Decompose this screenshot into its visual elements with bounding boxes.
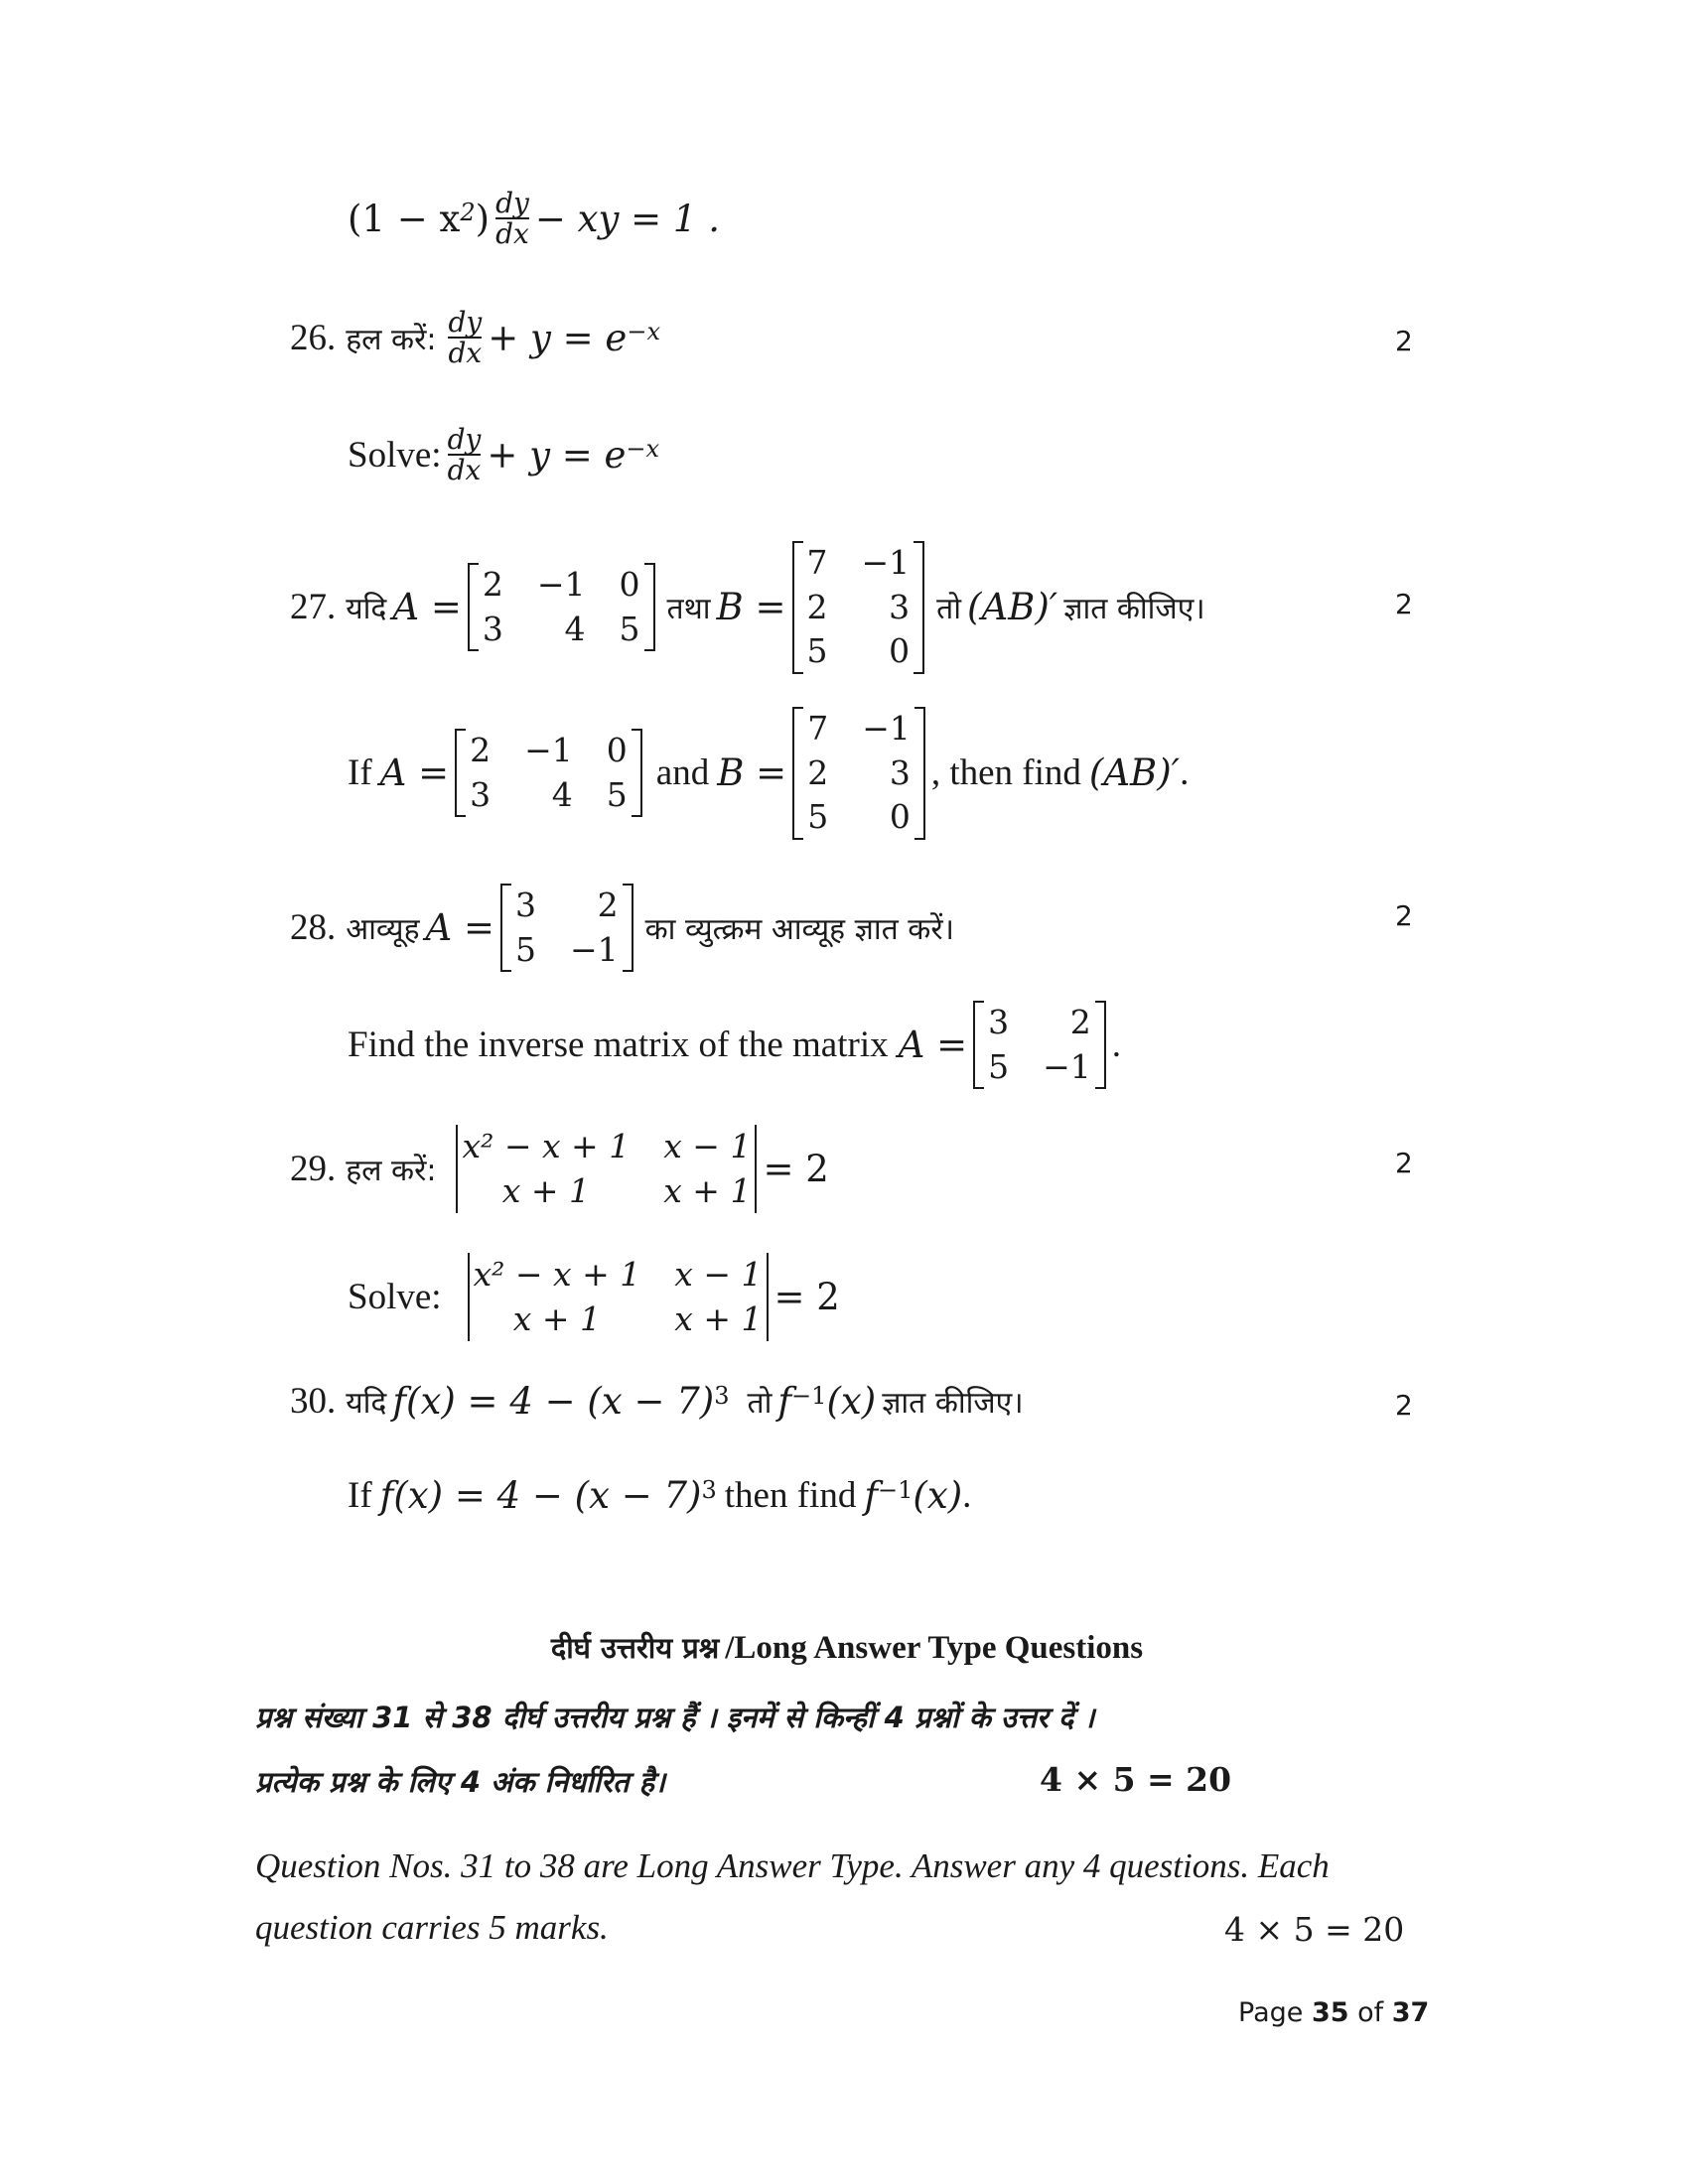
hindi-to: तो bbox=[747, 1386, 773, 1421]
frac-num: dy bbox=[448, 306, 483, 339]
hindi-if: यदि bbox=[346, 592, 387, 627]
question-27-english bbox=[348, 707, 1189, 840]
matrix-a-label: A = bbox=[379, 751, 450, 795]
inverse-f: f bbox=[777, 1380, 792, 1423]
matrix-b-grid bbox=[803, 541, 914, 674]
english-tail: , then find bbox=[930, 752, 1081, 794]
eq-suffix: − xy = 1 . bbox=[534, 197, 720, 240]
hindi-if: यदि bbox=[346, 1386, 387, 1421]
cell: 2 bbox=[482, 565, 503, 605]
derivative-fraction bbox=[448, 425, 482, 485]
bracket-left bbox=[500, 884, 511, 972]
cell: 3 bbox=[514, 886, 536, 924]
cell: x + 1 bbox=[674, 1298, 763, 1338]
function-expr: f(x) = 4 − (x − 7) bbox=[392, 1380, 715, 1423]
cell: 0 bbox=[606, 731, 628, 770]
matrix-b-label: B = bbox=[716, 586, 786, 629]
matrix-a-grid bbox=[479, 563, 644, 651]
hindi-tail: ज्ञात कीजिए। bbox=[1063, 592, 1205, 627]
cell: −1 bbox=[861, 543, 911, 582]
cell: 2 bbox=[470, 731, 492, 770]
hindi-lead: आव्यूह bbox=[346, 912, 420, 948]
heading-hindi: दीर्घ उत्तरीय प्रश्न bbox=[550, 1631, 720, 1665]
bracket-left bbox=[792, 707, 803, 840]
determinant-grid bbox=[470, 1253, 767, 1341]
english-then: then find bbox=[724, 1475, 857, 1516]
page-of: of bbox=[1357, 1997, 1384, 2028]
determinant-grid bbox=[458, 1125, 755, 1213]
cell: −1 bbox=[569, 929, 619, 969]
instruction-hindi-1: प्रश्न संख्या 31 से 38 दीर्घ उत्तरीय प्रश्न हैं । इनमें से किन्हीं 4 प्रश्नों के उत्तर दें । bbox=[255, 1701, 1095, 1734]
matrix-a bbox=[500, 884, 633, 972]
cell: 2 bbox=[807, 752, 829, 792]
cell: 3 bbox=[470, 774, 492, 814]
english-and: and bbox=[655, 752, 710, 794]
cell: 5 bbox=[606, 774, 628, 814]
cell: x² − x + 1 bbox=[462, 1127, 631, 1165]
inverse-f: f bbox=[864, 1474, 879, 1517]
page-prefix: Page bbox=[1238, 1997, 1304, 2028]
frac-den: dx bbox=[495, 217, 529, 251]
cell: −1 bbox=[1043, 1046, 1091, 1086]
marks-27: 2 bbox=[1395, 588, 1413, 620]
cell: 5 bbox=[514, 929, 536, 969]
cell: x − 1 bbox=[674, 1255, 763, 1294]
marks-26: 2 bbox=[1395, 325, 1413, 357]
matrix-a-grid bbox=[984, 1001, 1095, 1089]
cell: 3 bbox=[889, 752, 911, 792]
question-26-hindi: 26. हल करें: $\frac{dy}{dx}$ + y = e $^{-x}$ bbox=[290, 306, 660, 370]
cell: 0 bbox=[619, 565, 640, 605]
cell: 7 bbox=[807, 709, 829, 748]
inverse-arg: (x) bbox=[826, 1380, 877, 1423]
score-english: 4 × 5 = 20 bbox=[1224, 1910, 1405, 1949]
matrix-a-label: A = bbox=[898, 1024, 968, 1067]
question-number: 26. bbox=[290, 317, 337, 358]
score-hindi: 4 × 5 = 20 bbox=[1040, 1760, 1232, 1799]
question-30-english: If f(x) = 4 − (x − 7) $^3$ then find f $^{-1}$ (x) . bbox=[348, 1474, 972, 1517]
eq-close: ) bbox=[475, 197, 491, 240]
english-if: If bbox=[348, 752, 372, 794]
matrix-a-label: A = bbox=[392, 586, 462, 629]
hindi-lead: हल करें: bbox=[346, 322, 437, 357]
matrix-b-grid bbox=[803, 707, 914, 840]
rhs: = 2 bbox=[763, 1148, 829, 1191]
instruction-english-2: question carries 5 marks. bbox=[255, 1908, 609, 1947]
cell: x + 1 bbox=[512, 1298, 602, 1338]
question-29-hindi bbox=[290, 1125, 829, 1213]
cell: x − 1 bbox=[663, 1127, 752, 1165]
question-number: 29. bbox=[290, 1149, 337, 1190]
eq-prefix: (1 − x bbox=[348, 197, 461, 240]
bracket-right bbox=[644, 563, 655, 651]
cell: −1 bbox=[524, 731, 573, 770]
cell: 0 bbox=[889, 631, 911, 671]
bracket-left bbox=[792, 541, 803, 674]
section-heading bbox=[0, 1628, 1688, 1667]
determinant bbox=[456, 1125, 757, 1213]
bracket-right bbox=[623, 884, 633, 972]
instruction-english-1: Question Nos. 31 to 38 are Long Answer Type. Answer any 4 questions. Each bbox=[255, 1846, 1330, 1885]
equation: + y = e bbox=[487, 433, 627, 477]
ab-transpose: (AB)′ bbox=[967, 586, 1058, 629]
function-expr: f(x) = 4 − (x − 7) bbox=[379, 1474, 702, 1517]
marks-28: 2 bbox=[1395, 899, 1413, 932]
continued-equation: (1 − x $^2$ ) $\frac{dy}{dx}$ − xy = 1 . bbox=[348, 187, 720, 251]
english-lead: Solve: bbox=[348, 1277, 442, 1318]
matrix-a bbox=[455, 729, 642, 817]
derivative-fraction bbox=[448, 308, 482, 368]
heading-english: /Long Answer Type Questions bbox=[725, 1630, 1144, 1666]
question-28-hindi bbox=[290, 884, 960, 972]
cell: 2 bbox=[806, 587, 828, 626]
cell: 3 bbox=[988, 1003, 1010, 1041]
frac-num: dy bbox=[495, 187, 529, 219]
hindi-to: तो bbox=[936, 592, 962, 627]
question-number: 27. bbox=[290, 587, 337, 628]
matrix-b bbox=[792, 541, 925, 674]
cell: 5 bbox=[806, 631, 828, 671]
cell: −1 bbox=[536, 565, 586, 605]
cell: 5 bbox=[807, 797, 829, 837]
cell: 4 bbox=[564, 609, 586, 648]
question-29-english bbox=[348, 1253, 840, 1341]
det-bar-right bbox=[755, 1125, 757, 1213]
question-26-english: Solve: $\frac{dy}{dx}$ + y = e $^{-x}$ bbox=[348, 423, 660, 487]
bracket-left bbox=[973, 1001, 984, 1089]
question-28-english bbox=[348, 1001, 1121, 1089]
question-30-hindi: 30. यदि f(x) = 4 − (x − 7) $^3$ तो f $^{-1}$ (x) ज्ञात कीजिए। bbox=[290, 1380, 1024, 1423]
english-lead: Solve: bbox=[348, 434, 442, 476]
english-if: If bbox=[348, 1475, 372, 1516]
page-current: 35 bbox=[1311, 1997, 1349, 2028]
matrix-a-grid bbox=[466, 729, 632, 817]
period: . bbox=[1111, 1024, 1121, 1066]
hindi-and: तथा bbox=[666, 592, 711, 627]
cell: 7 bbox=[806, 543, 828, 582]
instruction-hindi-2: प्रत्येक प्रश्न के लिए 4 अंक निर्धारित है। bbox=[255, 1765, 666, 1799]
cell: 5 bbox=[619, 609, 640, 648]
inverse-arg: (x) bbox=[913, 1474, 963, 1517]
cell: 4 bbox=[551, 774, 573, 814]
matrix-b-label: B = bbox=[717, 751, 787, 795]
cell: x² − x + 1 bbox=[473, 1255, 641, 1294]
matrix-a bbox=[973, 1001, 1106, 1089]
cell: −1 bbox=[862, 709, 911, 748]
cell: 2 bbox=[597, 886, 619, 924]
cell: 5 bbox=[988, 1046, 1010, 1086]
page-number bbox=[1238, 1997, 1429, 2028]
bracket-right bbox=[914, 707, 925, 840]
frac-num: dy bbox=[447, 423, 482, 456]
determinant bbox=[468, 1253, 769, 1341]
bracket-right bbox=[914, 541, 924, 674]
frac-den: dx bbox=[448, 337, 483, 370]
question-number: 30. bbox=[290, 1381, 337, 1422]
bracket-left bbox=[468, 563, 479, 651]
cell: 2 bbox=[1069, 1003, 1091, 1041]
english-text: Find the inverse matrix of the matrix bbox=[348, 1024, 889, 1066]
bracket-right bbox=[632, 729, 642, 817]
page-total: 37 bbox=[1391, 1997, 1430, 2028]
equation: + y = e bbox=[488, 316, 628, 359]
hindi-lead: हल करें: bbox=[346, 1154, 437, 1189]
question-number: 28. bbox=[290, 907, 337, 949]
cell: x + 1 bbox=[501, 1170, 590, 1210]
cell: x + 1 bbox=[663, 1170, 752, 1210]
matrix-a-label: A = bbox=[425, 906, 494, 950]
question-27-hindi bbox=[290, 541, 1211, 674]
bracket-right bbox=[1095, 1001, 1106, 1089]
frac-den: dx bbox=[447, 454, 482, 487]
matrix-b bbox=[792, 707, 925, 840]
cell: 3 bbox=[482, 609, 503, 648]
bracket-left bbox=[455, 729, 466, 817]
period: . bbox=[962, 1475, 972, 1516]
period: . bbox=[1180, 752, 1190, 794]
matrix-a bbox=[468, 563, 655, 651]
cell: 0 bbox=[889, 797, 911, 837]
ab-transpose: (AB)′ bbox=[1088, 751, 1181, 795]
hindi-tail: ज्ञात कीजिए। bbox=[882, 1386, 1024, 1421]
marks-30: 2 bbox=[1395, 1389, 1413, 1422]
cell: 3 bbox=[889, 587, 911, 626]
marks-29: 2 bbox=[1395, 1147, 1413, 1179]
hindi-tail: का व्युत्क्रम आव्यूह ज्ञात करें। bbox=[644, 912, 954, 948]
det-bar-right bbox=[767, 1253, 769, 1341]
matrix-a-grid bbox=[511, 884, 623, 972]
rhs: = 2 bbox=[774, 1276, 840, 1319]
derivative-fraction bbox=[495, 189, 529, 249]
